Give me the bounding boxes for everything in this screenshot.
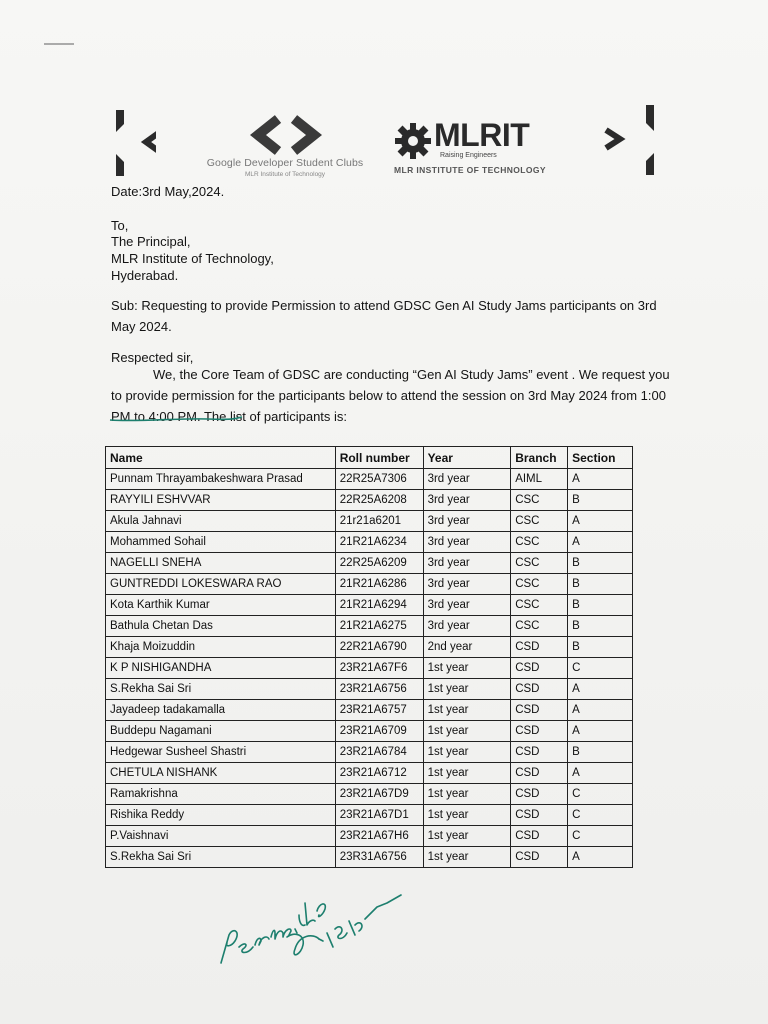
cell-section: A (568, 532, 633, 553)
table-row (106, 574, 633, 595)
handwritten-signature (215, 875, 415, 970)
cell-section: C (568, 805, 633, 826)
right-bracket-icon (604, 105, 654, 175)
cell-roll-number: 21R21A6286 (335, 574, 423, 595)
cell-section: A (568, 679, 633, 700)
cell-branch: CSD (511, 700, 568, 721)
cell-section: B (568, 574, 633, 595)
cell-roll-number: 23R21A6784 (335, 742, 423, 763)
cell-roll-number: 21R21A6275 (335, 616, 423, 637)
participants-table (105, 446, 633, 868)
cell-name: GUNTREDDI LOKESWARA RAO (106, 574, 336, 595)
cell-year: 1st year (423, 805, 511, 826)
cell-branch: CSD (511, 826, 568, 847)
cell-name: Mohammed Sohail (106, 532, 336, 553)
cell-branch: CSD (511, 784, 568, 805)
cell-branch: CSC (511, 511, 568, 532)
gear-icon (394, 122, 432, 160)
gdsc-brackets-icon (248, 115, 324, 155)
letter-institution: MLR Institute of Technology, (111, 251, 274, 266)
table-row (106, 784, 633, 805)
cell-section: B (568, 553, 633, 574)
letter-salutation: Respected sir, (111, 350, 194, 365)
cell-year: 1st year (423, 721, 511, 742)
cell-branch: AIML (511, 469, 568, 490)
cell-name: NAGELLI SNEHA (106, 553, 336, 574)
letter-to: To, (111, 218, 129, 233)
cell-branch: CSD (511, 637, 568, 658)
cell-year: 3rd year (423, 490, 511, 511)
cell-name: Ramakrishna (106, 784, 336, 805)
cell-year: 1st year (423, 763, 511, 784)
col-roll-header: Roll number (335, 447, 423, 469)
cell-name: Hedgewar Susheel Shastri (106, 742, 336, 763)
cell-year: 3rd year (423, 553, 511, 574)
cell-year: 1st year (423, 658, 511, 679)
cell-branch: CSC (511, 595, 568, 616)
mlrit-logo (394, 118, 564, 180)
cell-name: Punnam Thrayambakeshwara Prasad (106, 469, 336, 490)
cell-roll-number: 23R31A6756 (335, 847, 423, 868)
cell-name: Khaja Moizuddin (106, 637, 336, 658)
cell-branch: CSD (511, 805, 568, 826)
table-row (106, 511, 633, 532)
cell-roll-number: 23R21A6757 (335, 700, 423, 721)
cell-branch: CSC (511, 574, 568, 595)
cell-roll-number: 23R21A6756 (335, 679, 423, 700)
table-row (106, 679, 633, 700)
letter-subject: Sub: Requesting to provide Permission to attend GDSC Gen AI Study Jams participants on 3rd May 2024. (111, 298, 657, 334)
cell-year: 3rd year (423, 574, 511, 595)
letter-date: Date:3rd May,2024. (111, 184, 225, 199)
table-row (106, 658, 633, 679)
cell-section: A (568, 721, 633, 742)
cell-roll-number: 23R21A67D9 (335, 784, 423, 805)
cell-year: 3rd year (423, 511, 511, 532)
col-name-header: Name (106, 447, 336, 469)
cell-section: B (568, 742, 633, 763)
cell-year: 1st year (423, 742, 511, 763)
cell-roll-number: 22R25A6208 (335, 490, 423, 511)
cell-roll-number: 21R21A6294 (335, 595, 423, 616)
cell-name: Akula Jahnavi (106, 511, 336, 532)
cell-roll-number: 23R21A67D1 (335, 805, 423, 826)
table-header-row (106, 447, 633, 469)
cell-section: C (568, 826, 633, 847)
gdsc-institute: MLR Institute of Technology (244, 171, 326, 178)
mlrit-title: MLRIT (434, 117, 530, 153)
cell-year: 1st year (423, 826, 511, 847)
pen-underline (108, 412, 244, 424)
letter-city: Hyderabad. (111, 268, 179, 283)
col-year-header: Year (423, 447, 511, 469)
cell-section: A (568, 700, 633, 721)
table-row (106, 763, 633, 784)
col-section-header: Section (568, 447, 633, 469)
table-row (106, 553, 633, 574)
table-row (106, 532, 633, 553)
col-branch-header: Branch (511, 447, 568, 469)
cell-branch: CSC (511, 532, 568, 553)
cell-year: 1st year (423, 679, 511, 700)
table-row (106, 826, 633, 847)
cell-branch: CSD (511, 763, 568, 784)
gdsc-name: Google Developer Student Clubs (206, 157, 364, 169)
gdsc-logo (200, 115, 370, 180)
cell-section: C (568, 658, 633, 679)
cell-branch: CSD (511, 658, 568, 679)
cell-year: 2nd year (423, 637, 511, 658)
letter-recipient: The Principal, (111, 234, 191, 249)
table-row (106, 700, 633, 721)
cell-section: A (568, 763, 633, 784)
cell-name: Bathula Chetan Das (106, 616, 336, 637)
cell-name: P.Vaishnavi (106, 826, 336, 847)
cell-section: B (568, 490, 633, 511)
cell-year: 3rd year (423, 595, 511, 616)
cell-name: K P NISHIGANDHA (106, 658, 336, 679)
cell-year: 1st year (423, 700, 511, 721)
cell-branch: CSD (511, 847, 568, 868)
cell-section: B (568, 595, 633, 616)
table-row (106, 595, 633, 616)
cell-name: Jayadeep tadakamalla (106, 700, 336, 721)
letter-body: We, the Core Team of GDSC are conducting “Gen AI Study Jams” event . We request you to provide permission for the participants below to attend the session on 3rd May 2024 from 1:00 PM to 4:00 PM. The list of participants is: (111, 367, 670, 424)
mlrit-institute: MLR INSTITUTE OF TECHNOLOGY (394, 165, 546, 175)
cell-roll-number: 22R25A7306 (335, 469, 423, 490)
table-row (106, 490, 633, 511)
cell-section: A (568, 511, 633, 532)
cell-branch: CSD (511, 679, 568, 700)
cell-roll-number: 21R21A6234 (335, 532, 423, 553)
table-row (106, 742, 633, 763)
cell-roll-number: 22R25A6209 (335, 553, 423, 574)
cell-branch: CSC (511, 490, 568, 511)
cell-branch: CSD (511, 742, 568, 763)
cell-name: S.Rekha Sai Sri (106, 847, 336, 868)
cell-name: S.Rekha Sai Sri (106, 679, 336, 700)
cell-year: 3rd year (423, 532, 511, 553)
cell-year: 1st year (423, 784, 511, 805)
cell-year: 1st year (423, 847, 511, 868)
cell-branch: CSC (511, 616, 568, 637)
table-row (106, 805, 633, 826)
table-row (106, 616, 633, 637)
cell-roll-number: 23R21A6709 (335, 721, 423, 742)
mlrit-tagline: Raising Engineers (440, 152, 497, 159)
table-row (106, 637, 633, 658)
cell-branch: CSD (511, 721, 568, 742)
cell-name: Rishika Reddy (106, 805, 336, 826)
cell-name: Kota Karthik Kumar (106, 595, 336, 616)
cell-section: A (568, 847, 633, 868)
cell-section: B (568, 616, 633, 637)
cell-roll-number: 23R21A6712 (335, 763, 423, 784)
cell-year: 3rd year (423, 616, 511, 637)
table-body (106, 469, 633, 868)
cell-name: CHETULA NISHANK (106, 763, 336, 784)
cell-name: RAYYILI ESHVVAR (106, 490, 336, 511)
cell-section: B (568, 637, 633, 658)
pen-mark (44, 43, 74, 45)
table-row (106, 469, 633, 490)
cell-roll-number: 21r21a6201 (335, 511, 423, 532)
cell-branch: CSC (511, 553, 568, 574)
cell-name: Buddepu Nagamani (106, 721, 336, 742)
cell-section: A (568, 469, 633, 490)
cell-section: C (568, 784, 633, 805)
cell-roll-number: 23R21A67F6 (335, 658, 423, 679)
table-row (106, 847, 633, 868)
cell-year: 3rd year (423, 469, 511, 490)
cell-roll-number: 22R21A6790 (335, 637, 423, 658)
cell-roll-number: 23R21A67H6 (335, 826, 423, 847)
table-row (106, 721, 633, 742)
left-bracket-icon (116, 110, 156, 176)
